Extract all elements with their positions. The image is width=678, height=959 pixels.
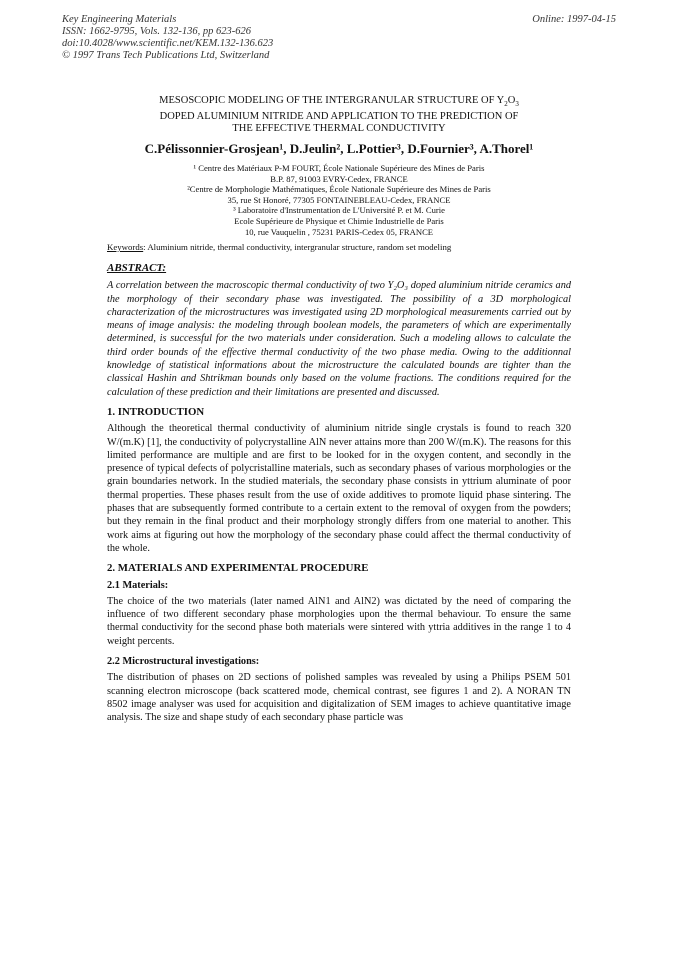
title-line-1: MESOSCOPIC MODELING OF THE INTERGRANULAR STRUCTURE OF $Y_2O_3$ xyxy=(159,95,519,109)
abstract-text: A correlation between the macroscopic thermal conductivity of two Y₂O₃ doped aluminium nitride ceramics and the morphology of their secondary phase was investigated. The possibility of a 3D morphological characterization of the microstructures was investigated using 2D morphological measurements carried out by means of image analysis: the modeling through boolean models, the parameters of which are experimentally determined, is successful for the two materials under consideration. Such a modeling allows to calculate the third order bounds of the effective thermal conductivity of the two phase media. Owing to the additionnal knowledge of statistical informations about the microstructure the calculated bounds are tighter than the classical Hashin and Shtrikman bounds only based on the volume fractions. The conditions required for the calculation of these prediction and their limitations are presented and discussed. xyxy=(107,280,571,398)
affiliation-line: 10, rue Vauquelin , 75231 PARIS-Cedex 05, FRANCE xyxy=(244,226,434,237)
keywords-text: : Aluminium nitride, thermal conductivity, intergranular structure, random set modeling xyxy=(143,242,452,252)
keywords-line xyxy=(107,242,616,253)
journal-name: Key Engineering Materials xyxy=(62,14,177,25)
affiliations xyxy=(100,163,578,237)
issn-line: ISSN: 1662-9795, Vols. 132-136, pp 623-626 xyxy=(62,26,251,37)
subsection-2-1-heading: 2.1 Materials: xyxy=(107,579,169,591)
doi-line: doi:10.4028/www.scientific.net/KEM.132-136.623 xyxy=(62,38,274,49)
affiliation-line: 35, rue St Honoré, 77305 FONTAINEBLEAU-Cedex, FRANCE xyxy=(227,194,451,205)
page-header xyxy=(62,14,616,62)
affiliation-line: ³ Laboratoire d'Instrumentation de L'Université P. et M. Curie xyxy=(233,205,445,216)
paper-title xyxy=(100,95,578,136)
section-2-heading: 2. MATERIALS AND EXPERIMENTAL PROCEDURE xyxy=(107,562,369,575)
subsection-2-2-text: The distribution of phases on 2D sections of polished samples was revealed by using a Philips PSEM 501 scanning electron microscope (back scattered mode, chemical contrast, see figures 1 and 2). A NORAN TN 8502 image analyser was used for acquisition and digitalization of SEM images to achieve quantitative image analysis. The size and shape study of each secondary phase particle was xyxy=(107,672,571,724)
affiliation-line: ²Centre de Morphologie Mathématiques, École Nationale Supérieure des Mines de Paris xyxy=(187,184,491,195)
abstract-heading: ABSTRACT: xyxy=(107,262,167,274)
affiliation-line: B.P. 87, 91003 EVRY-Cedex, FRANCE xyxy=(270,173,408,184)
title-line-2: DOPED ALUMINIUM NITRIDE AND APPLICATION TO THE PREDICTION OF xyxy=(159,110,519,122)
author-list: C.Pélissonnier-Grosjean¹, D.Jeulin², L.Pottier³, D.Fournier³, A.Thorel¹ xyxy=(144,141,534,156)
keywords-label: Keywords xyxy=(107,242,144,252)
subsection-2-1-text: The choice of the two materials (later named AlN1 and AlN2) was dictated by the need of comparing the influence of two different secondary phase morphologies upon the thermal behaviour. To ensure the same thermal conductivity for the second phase both materials were sintered with yttria additives in the range 1 to 4 weight percents. xyxy=(107,595,571,647)
paper-body xyxy=(107,262,571,732)
section-1-heading: 1. INTRODUCTION xyxy=(107,405,205,418)
title-line-3: THE EFFECTIVE THERMAL CONDUCTIVITY xyxy=(232,123,446,135)
copyright-line: © 1997 Trans Tech Publications Ltd, Switzerland xyxy=(62,50,270,61)
affiliation-line: Ecole Supérieure de Physique et Chimie Industrielle de Paris xyxy=(234,215,444,226)
affiliation-line: ¹ Centre des Matériaux P-M FOURT, École Nationale Supérieure des Mines de Paris xyxy=(193,163,485,173)
online-date: Online: 1997-04-15 xyxy=(532,14,616,25)
section-1-text: Although the theoretical thermal conductivity of aluminium nitride single crystals is found to reach 320 W/(m.K) [1], the conductivity of polycrystalline AlN never attains more than 200 W/(m.K). The reasons for this limited performance are multiple and are first to be looked for in the oxygen content, and secondly in the presence of typical defects of polycristalline materials, such as secondary phases of various morphologies or the grain boundaries network. In the studied materials, the secondary phase consists in yttrium aluminate of poor thermal properties. These phases result from the use of oxide additives to promote liquid phase sintering. The phases that are subsequently formed contribute to a certain extent to the removal of oxygen from the powders; but they remain in the final product and their morphology strongly differs from one material to another. This work aims at figuring out how the morphology of the secondary phase could affect the thermal conductivity of the whole. xyxy=(107,423,571,554)
subsection-2-2-heading: 2.2 Microstructural investigations: xyxy=(107,656,260,668)
